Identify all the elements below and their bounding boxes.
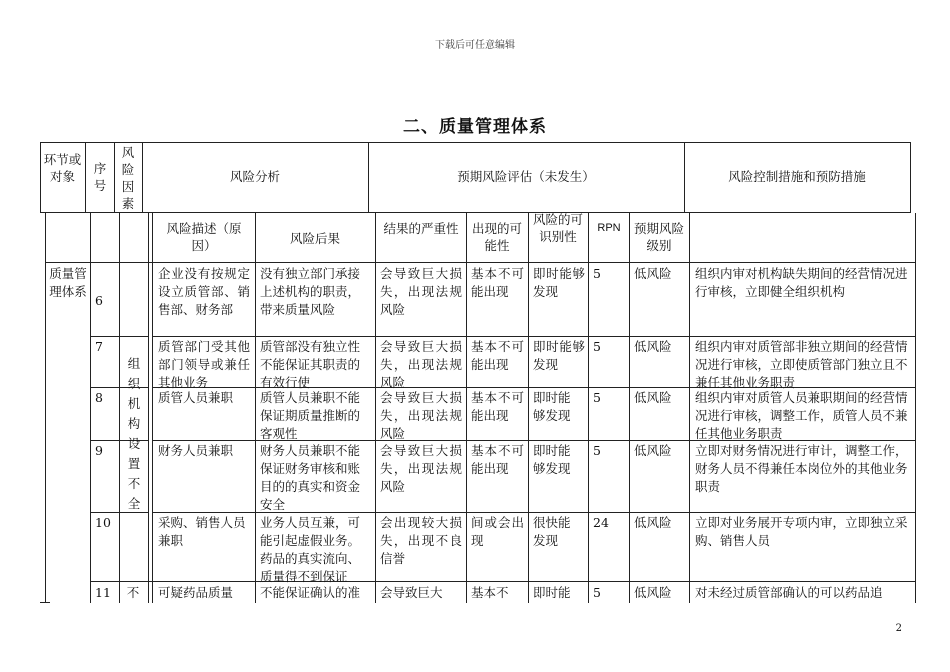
row-severity: 会导致巨大损失，出现法规风险: [380, 443, 462, 494]
group-factor: 组织机构设置不全: [127, 356, 141, 511]
row-control: 对未经过质管部确认的可以药品追: [695, 585, 883, 600]
row-rpn: 5: [593, 443, 601, 458]
header-eval: 预期风险评估（未发生）: [457, 169, 595, 184]
row-consequence: 财务人员兼职不能保证财务审核和账目的的真实和资金安全: [260, 443, 361, 512]
row-level: 低风险: [634, 515, 672, 530]
header-seq: 序号: [93, 161, 107, 193]
row-control: 组织内审对质管部非独立期间的经营情况进行审核，立即使质管部门独立且不兼任其他业务职责: [695, 339, 908, 390]
row-control: 组织内审对机构缺失期间的经营情况进行审核，立即健全组织机构: [695, 266, 908, 299]
header-desc: 风险描述（原因）: [166, 221, 242, 253]
row-detect: 即时能够发现: [533, 390, 571, 423]
row-factor: 不: [126, 585, 140, 600]
row-level: 低风险: [634, 339, 672, 354]
row-rpn: 5: [593, 585, 601, 600]
row-level: 低风险: [634, 443, 672, 458]
row-consequence: 质管人员兼职不能保证期质量推断的客观性: [260, 390, 361, 441]
row-seq: 10: [95, 515, 111, 530]
row-rpn: 5: [593, 390, 601, 405]
row-level: 低风险: [634, 585, 672, 600]
row-possibility: 基本不: [471, 585, 509, 600]
row-control: 立即对业务展开专项内审，立即独立采购、销售人员: [695, 515, 908, 548]
row-detect: 即时能够发现: [533, 266, 585, 299]
row-desc: 采购、销售人员兼职: [158, 515, 246, 548]
row-level: 低风险: [634, 266, 672, 281]
page-number: 2: [895, 623, 902, 634]
row-severity: 会导致巨大损失，出现法规风险: [380, 266, 462, 317]
header-level: 预期风险级别: [633, 221, 684, 253]
row-desc: 财务人员兼职: [158, 443, 234, 458]
row-severity: 会导致巨大损失，出现法规风险: [380, 339, 462, 390]
row-seq: 6: [95, 293, 103, 308]
row-desc: 质管人员兼职: [158, 390, 234, 405]
row-detect: 即时能够发现: [533, 339, 585, 372]
header-detect: 风险的可识别性: [532, 212, 583, 244]
header-control: 风险控制措施和预防措施: [728, 169, 866, 184]
header-analysis: 风险分析: [229, 169, 280, 184]
row-seq: 7: [95, 339, 103, 354]
header-severity: 结果的严重性: [383, 221, 459, 236]
header-consequence: 风险后果: [289, 231, 340, 246]
row-level: 低风险: [634, 390, 672, 405]
row-detect: 很快能发现: [533, 515, 571, 548]
row-detect: 即时能: [533, 585, 571, 600]
row-severity: 会出现较大损失，出现不良信誉: [380, 515, 462, 566]
row-consequence: 业务人员互兼，可能引起虚假业务。药品的真实流向、质量得不到保证: [260, 515, 361, 584]
row-rpn: 5: [593, 266, 601, 281]
row-control: 立即对财务情况进行审计，调整工作，财务人员不得兼任本岗位外的其他业务职责: [695, 443, 908, 494]
header-possibility: 出现的可能性: [471, 221, 522, 253]
top-note: 下载后可任意编辑: [435, 40, 515, 51]
row-possibility: 间或会出现: [471, 515, 524, 548]
row-desc: 企业没有按规定设立质管部、销售部、财务部: [158, 266, 250, 317]
row-seq: 11: [95, 585, 111, 600]
row-consequence: 质管部没有独立性不能保证其职责的有效行使: [260, 339, 361, 390]
header-rpn: RPN: [597, 222, 621, 234]
header-factor: 风险因素: [121, 145, 135, 211]
row-consequence: 不能保证确认的准: [260, 585, 361, 600]
group-object: 质量管理体系: [49, 266, 87, 299]
row-rpn: 24: [593, 515, 609, 530]
row-desc: 质管部门受其他部门领导或兼任其他业务: [158, 339, 250, 390]
row-possibility: 基本不可能出现: [471, 390, 524, 423]
row-severity: 会导致巨大损失，出现法规风险: [380, 390, 462, 441]
row-possibility: 基本不可能出现: [471, 266, 524, 299]
row-detect: 即时能够发现: [533, 443, 571, 476]
row-possibility: 基本不可能出现: [471, 339, 524, 372]
row-possibility: 基本不可能出现: [471, 443, 524, 476]
header-object: 环节或对象: [43, 152, 82, 184]
row-desc: 可疑药品质量: [158, 585, 234, 600]
row-severity: 会导致巨大: [380, 585, 443, 600]
row-seq: 8: [95, 390, 103, 405]
row-consequence: 没有独立部门承接上述机构的职责，带来质量风险: [260, 266, 361, 317]
row-control: 组织内审对质管人员兼职期间的经营情况进行审核，调整工作，质管人员不兼任其他业务职责: [695, 390, 908, 441]
page-title: 二、质量管理体系: [403, 117, 547, 137]
row-rpn: 5: [593, 339, 601, 354]
row-seq: 9: [95, 443, 103, 458]
